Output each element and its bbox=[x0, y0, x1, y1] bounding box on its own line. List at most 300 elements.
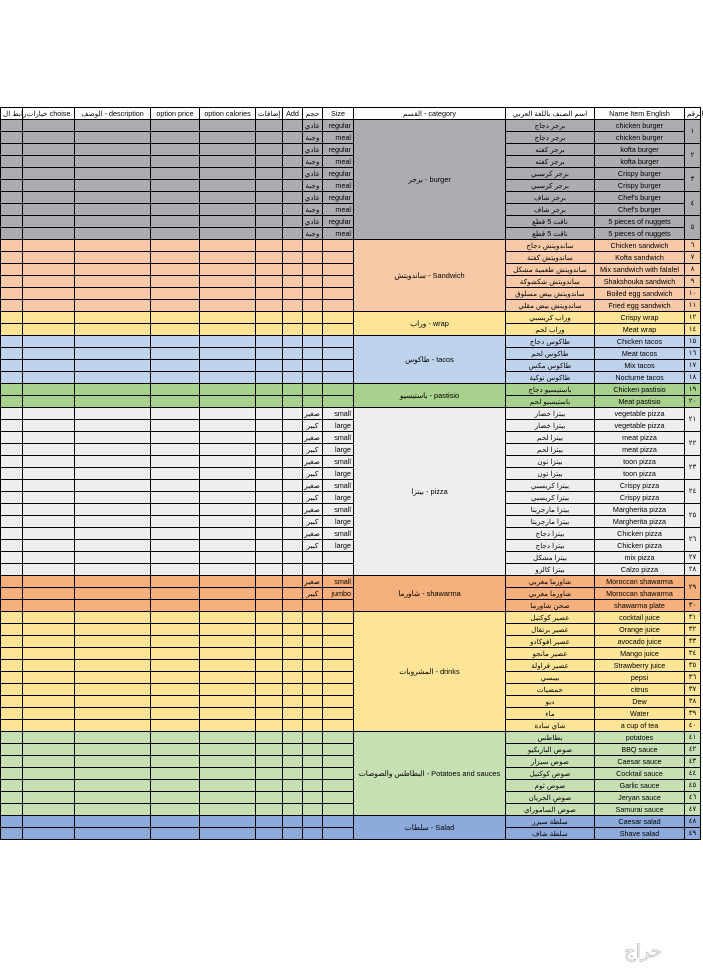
empty-cell bbox=[75, 324, 151, 336]
english-name-cell: Mango juice bbox=[595, 648, 685, 660]
size-cell bbox=[323, 744, 354, 756]
empty-cell bbox=[151, 744, 200, 756]
empty-cell bbox=[1, 504, 23, 516]
haraj-watermark-logo bbox=[594, 938, 692, 964]
size-cell bbox=[323, 384, 354, 396]
size-cell bbox=[323, 312, 354, 324]
header-option-calories: option calories bbox=[200, 108, 256, 120]
arabic-name-cell: برجر كرسبي bbox=[506, 168, 595, 180]
empty-cell bbox=[75, 252, 151, 264]
arabic-name-cell: باستيسيو لحم bbox=[506, 396, 595, 408]
table-row bbox=[1, 828, 701, 840]
table-row bbox=[1, 660, 701, 672]
table-row bbox=[1, 504, 701, 516]
item-number-cell: ٢٤ bbox=[685, 480, 701, 504]
empty-cell bbox=[200, 552, 256, 564]
empty-cell bbox=[200, 540, 256, 552]
empty-cell bbox=[151, 708, 200, 720]
arabic-name-cell: عصير افوكادو bbox=[506, 636, 595, 648]
empty-cell bbox=[200, 720, 256, 732]
empty-cell bbox=[256, 144, 283, 156]
hajm-cell bbox=[303, 660, 323, 672]
english-name-cell: 5 pieces of nuggets bbox=[595, 216, 685, 228]
empty-cell bbox=[256, 372, 283, 384]
empty-cell bbox=[1, 636, 23, 648]
hajm-cell: صغير bbox=[303, 504, 323, 516]
size-cell bbox=[323, 276, 354, 288]
item-number-cell: ٣٥ bbox=[685, 660, 701, 672]
size-cell: small bbox=[323, 432, 354, 444]
empty-cell bbox=[256, 672, 283, 684]
empty-cell bbox=[1, 492, 23, 504]
english-name-cell: Meat wrap bbox=[595, 324, 685, 336]
empty-cell bbox=[283, 684, 303, 696]
empty-cell bbox=[1, 120, 23, 132]
arabic-name-cell: صوص الباربكيو bbox=[506, 744, 595, 756]
empty-cell bbox=[1, 648, 23, 660]
category-cell: سلطات - Salad bbox=[354, 816, 506, 840]
arabic-name-cell: بيتزا كريسبي bbox=[506, 480, 595, 492]
empty-cell bbox=[256, 792, 283, 804]
empty-cell bbox=[23, 648, 75, 660]
empty-cell bbox=[151, 276, 200, 288]
empty-cell bbox=[200, 336, 256, 348]
empty-cell bbox=[151, 516, 200, 528]
size-cell: jumbo bbox=[323, 588, 354, 600]
empty-cell bbox=[151, 204, 200, 216]
hajm-cell: صغير bbox=[303, 408, 323, 420]
size-cell bbox=[323, 648, 354, 660]
size-cell bbox=[323, 816, 354, 828]
empty-cell bbox=[1, 432, 23, 444]
header-idafat: إضافات bbox=[256, 108, 283, 120]
item-number-cell: ٣٩ bbox=[685, 708, 701, 720]
empty-cell bbox=[200, 216, 256, 228]
empty-cell bbox=[75, 624, 151, 636]
header-number: الرقم bbox=[685, 108, 701, 120]
empty-cell bbox=[23, 528, 75, 540]
empty-cell bbox=[200, 192, 256, 204]
arabic-name-cell: صوص الساموراي bbox=[506, 804, 595, 816]
empty-cell bbox=[256, 216, 283, 228]
empty-cell bbox=[23, 432, 75, 444]
empty-cell bbox=[283, 264, 303, 276]
empty-cell bbox=[200, 252, 256, 264]
empty-cell bbox=[75, 540, 151, 552]
empty-cell bbox=[23, 732, 75, 744]
empty-cell bbox=[256, 732, 283, 744]
empty-cell bbox=[23, 492, 75, 504]
arabic-name-cell: برجر كرسبي bbox=[506, 180, 595, 192]
empty-cell bbox=[75, 588, 151, 600]
empty-cell bbox=[75, 168, 151, 180]
arabic-name-cell: طاكوس نوكية bbox=[506, 372, 595, 384]
hajm-cell: عادي bbox=[303, 192, 323, 204]
empty-cell bbox=[200, 828, 256, 840]
item-number-cell: ١٨ bbox=[685, 372, 701, 384]
empty-cell bbox=[23, 168, 75, 180]
table-row bbox=[1, 552, 701, 564]
category-cell: وراب - wrap bbox=[354, 312, 506, 336]
empty-cell bbox=[151, 348, 200, 360]
empty-cell bbox=[23, 132, 75, 144]
empty-cell bbox=[283, 324, 303, 336]
english-name-cell: Meat tacos bbox=[595, 348, 685, 360]
empty-cell bbox=[283, 132, 303, 144]
empty-cell bbox=[1, 528, 23, 540]
english-name-cell: cocktail juice bbox=[595, 612, 685, 624]
empty-cell bbox=[75, 828, 151, 840]
empty-cell bbox=[1, 312, 23, 324]
arabic-name-cell: بيتزا مارجريتا bbox=[506, 516, 595, 528]
table-row bbox=[1, 276, 701, 288]
empty-cell bbox=[1, 756, 23, 768]
empty-cell bbox=[1, 396, 23, 408]
hajm-cell bbox=[303, 324, 323, 336]
empty-cell bbox=[256, 396, 283, 408]
size-cell: small bbox=[323, 408, 354, 420]
empty-cell bbox=[151, 552, 200, 564]
empty-cell bbox=[75, 492, 151, 504]
table-row bbox=[1, 588, 701, 600]
hajm-cell: عادي bbox=[303, 120, 323, 132]
item-number-cell: ٢ bbox=[685, 144, 701, 168]
empty-cell bbox=[151, 456, 200, 468]
arabic-name-cell: عصير كوكتيل bbox=[506, 612, 595, 624]
empty-cell bbox=[1, 684, 23, 696]
size-cell: small bbox=[323, 456, 354, 468]
empty-cell bbox=[75, 660, 151, 672]
empty-cell bbox=[1, 300, 23, 312]
empty-cell bbox=[200, 756, 256, 768]
empty-cell bbox=[23, 420, 75, 432]
empty-cell bbox=[23, 720, 75, 732]
hajm-cell bbox=[303, 648, 323, 660]
table-row bbox=[1, 804, 701, 816]
table-row bbox=[1, 180, 701, 192]
empty-cell bbox=[23, 192, 75, 204]
empty-cell bbox=[75, 816, 151, 828]
arabic-name-cell: برجر دجاج bbox=[506, 132, 595, 144]
empty-cell bbox=[23, 708, 75, 720]
empty-cell bbox=[1, 828, 23, 840]
hajm-cell bbox=[303, 816, 323, 828]
empty-cell bbox=[283, 384, 303, 396]
empty-cell bbox=[283, 672, 303, 684]
size-cell bbox=[323, 792, 354, 804]
empty-cell bbox=[151, 468, 200, 480]
empty-cell bbox=[75, 732, 151, 744]
empty-cell bbox=[283, 372, 303, 384]
hajm-cell: كبير bbox=[303, 516, 323, 528]
empty-cell bbox=[283, 192, 303, 204]
empty-cell bbox=[1, 348, 23, 360]
empty-cell bbox=[283, 432, 303, 444]
empty-cell bbox=[200, 576, 256, 588]
empty-cell bbox=[75, 564, 151, 576]
empty-cell bbox=[1, 468, 23, 480]
empty-cell bbox=[256, 360, 283, 372]
empty-cell bbox=[256, 324, 283, 336]
empty-cell bbox=[151, 828, 200, 840]
empty-cell bbox=[75, 504, 151, 516]
table-row bbox=[1, 564, 701, 576]
empty-cell bbox=[75, 804, 151, 816]
table-row bbox=[1, 396, 701, 408]
empty-cell bbox=[200, 768, 256, 780]
empty-cell bbox=[151, 636, 200, 648]
table-row bbox=[1, 816, 701, 828]
category-cell: طاكوس - tacos bbox=[354, 336, 506, 384]
table-row bbox=[1, 264, 701, 276]
empty-cell bbox=[283, 444, 303, 456]
empty-cell bbox=[151, 432, 200, 444]
empty-cell bbox=[75, 372, 151, 384]
empty-cell bbox=[256, 492, 283, 504]
english-name-cell: Caesar sauce bbox=[595, 756, 685, 768]
arabic-name-cell: ساندويتش بيض مقلي bbox=[506, 300, 595, 312]
empty-cell bbox=[200, 588, 256, 600]
empty-cell bbox=[1, 792, 23, 804]
size-cell bbox=[323, 732, 354, 744]
empty-cell bbox=[1, 192, 23, 204]
empty-cell bbox=[283, 564, 303, 576]
table-row bbox=[1, 516, 701, 528]
english-name-cell: Crispy burger bbox=[595, 168, 685, 180]
item-number-cell: ٢٩ bbox=[685, 576, 701, 600]
item-number-cell: ٣ bbox=[685, 168, 701, 192]
empty-cell bbox=[23, 804, 75, 816]
empty-cell bbox=[256, 348, 283, 360]
empty-cell bbox=[23, 636, 75, 648]
item-number-cell: ١٩ bbox=[685, 384, 701, 396]
size-cell: meal bbox=[323, 156, 354, 168]
empty-cell bbox=[151, 768, 200, 780]
arabic-name-cell: بيتزا خضار bbox=[506, 420, 595, 432]
table-row bbox=[1, 420, 701, 432]
empty-cell bbox=[75, 348, 151, 360]
size-cell: large bbox=[323, 420, 354, 432]
empty-cell bbox=[200, 684, 256, 696]
empty-cell bbox=[1, 264, 23, 276]
empty-cell bbox=[151, 732, 200, 744]
category-cell: البطاطس والصوصات - Potatoes and sauces bbox=[354, 732, 506, 816]
hajm-cell bbox=[303, 276, 323, 288]
empty-cell bbox=[151, 804, 200, 816]
english-name-cell: 5 pieces of nuggets bbox=[595, 228, 685, 240]
arabic-name-cell: طاكوس دجاج bbox=[506, 336, 595, 348]
empty-cell bbox=[1, 240, 23, 252]
empty-cell bbox=[256, 660, 283, 672]
empty-cell bbox=[75, 792, 151, 804]
item-number-cell: ٢٥ bbox=[685, 504, 701, 528]
empty-cell bbox=[151, 720, 200, 732]
header-add: Add bbox=[283, 108, 303, 120]
empty-cell bbox=[256, 756, 283, 768]
empty-cell bbox=[283, 240, 303, 252]
empty-cell bbox=[256, 432, 283, 444]
empty-cell bbox=[151, 240, 200, 252]
empty-cell bbox=[75, 132, 151, 144]
item-number-cell: ٣٨ bbox=[685, 696, 701, 708]
empty-cell bbox=[200, 696, 256, 708]
empty-cell bbox=[75, 420, 151, 432]
empty-cell bbox=[23, 216, 75, 228]
english-name-cell: chicken burger bbox=[595, 120, 685, 132]
arabic-name-cell: صوص سيزار bbox=[506, 756, 595, 768]
empty-cell bbox=[200, 348, 256, 360]
empty-cell bbox=[283, 828, 303, 840]
hajm-cell bbox=[303, 720, 323, 732]
empty-cell bbox=[23, 372, 75, 384]
empty-cell bbox=[200, 276, 256, 288]
empty-cell bbox=[1, 744, 23, 756]
item-number-cell: ٨ bbox=[685, 264, 701, 276]
empty-cell bbox=[23, 120, 75, 132]
table-row bbox=[1, 624, 701, 636]
empty-cell bbox=[75, 696, 151, 708]
empty-cell bbox=[23, 408, 75, 420]
table-row bbox=[1, 456, 701, 468]
empty-cell bbox=[75, 336, 151, 348]
item-number-cell: ١٠ bbox=[685, 288, 701, 300]
empty-cell bbox=[23, 240, 75, 252]
table-row bbox=[1, 312, 701, 324]
empty-cell bbox=[1, 444, 23, 456]
hajm-cell: صغير bbox=[303, 432, 323, 444]
item-number-cell: ١٥ bbox=[685, 336, 701, 348]
empty-cell bbox=[283, 360, 303, 372]
empty-cell bbox=[1, 216, 23, 228]
table-row bbox=[1, 240, 701, 252]
size-cell: large bbox=[323, 516, 354, 528]
empty-cell bbox=[200, 792, 256, 804]
empty-cell bbox=[256, 240, 283, 252]
item-number-cell: ٣٠ bbox=[685, 600, 701, 612]
item-number-cell: ١١ bbox=[685, 300, 701, 312]
empty-cell bbox=[75, 720, 151, 732]
table-row bbox=[1, 468, 701, 480]
english-name-cell: Fried egg sandwich bbox=[595, 300, 685, 312]
empty-cell bbox=[283, 480, 303, 492]
table-row bbox=[1, 612, 701, 624]
table-row bbox=[1, 756, 701, 768]
hajm-cell bbox=[303, 684, 323, 696]
hajm-cell: كبير bbox=[303, 420, 323, 432]
table-row bbox=[1, 528, 701, 540]
empty-cell bbox=[75, 288, 151, 300]
empty-cell bbox=[23, 768, 75, 780]
hajm-cell bbox=[303, 672, 323, 684]
arabic-name-cell: عصير برتقال bbox=[506, 624, 595, 636]
empty-cell bbox=[75, 240, 151, 252]
empty-cell bbox=[75, 684, 151, 696]
english-name-cell: Margherita pizza bbox=[595, 516, 685, 528]
empty-cell bbox=[75, 180, 151, 192]
empty-cell bbox=[75, 432, 151, 444]
arabic-name-cell: ساندويتش شكشوكة bbox=[506, 276, 595, 288]
arabic-name-cell: ديو bbox=[506, 696, 595, 708]
size-cell: regular bbox=[323, 120, 354, 132]
english-name-cell: Calzo pizza bbox=[595, 564, 685, 576]
empty-cell bbox=[75, 756, 151, 768]
english-name-cell: Chicken tacos bbox=[595, 336, 685, 348]
empty-cell bbox=[256, 504, 283, 516]
arabic-name-cell: ساندويتش كفتة bbox=[506, 252, 595, 264]
empty-cell bbox=[283, 252, 303, 264]
hajm-cell: وجبة bbox=[303, 132, 323, 144]
empty-cell bbox=[256, 816, 283, 828]
size-cell bbox=[323, 780, 354, 792]
empty-cell bbox=[200, 600, 256, 612]
empty-cell bbox=[200, 528, 256, 540]
empty-cell bbox=[256, 648, 283, 660]
empty-cell bbox=[283, 540, 303, 552]
empty-cell bbox=[23, 792, 75, 804]
empty-cell bbox=[151, 396, 200, 408]
table-row bbox=[1, 684, 701, 696]
size-cell: large bbox=[323, 492, 354, 504]
table-row bbox=[1, 480, 701, 492]
empty-cell bbox=[151, 180, 200, 192]
empty-cell bbox=[151, 144, 200, 156]
empty-cell bbox=[200, 180, 256, 192]
empty-cell bbox=[256, 252, 283, 264]
empty-cell bbox=[151, 792, 200, 804]
empty-cell bbox=[23, 696, 75, 708]
table-row bbox=[1, 120, 701, 132]
empty-cell bbox=[256, 552, 283, 564]
english-name-cell: Chicken sandwich bbox=[595, 240, 685, 252]
hajm-cell: كبير bbox=[303, 588, 323, 600]
empty-cell bbox=[75, 276, 151, 288]
empty-cell bbox=[1, 228, 23, 240]
empty-cell bbox=[1, 288, 23, 300]
empty-cell bbox=[200, 408, 256, 420]
empty-cell bbox=[23, 588, 75, 600]
empty-cell bbox=[151, 444, 200, 456]
empty-cell bbox=[256, 588, 283, 600]
empty-cell bbox=[23, 444, 75, 456]
empty-cell bbox=[23, 612, 75, 624]
empty-cell bbox=[283, 300, 303, 312]
arabic-name-cell: وراب لحم bbox=[506, 324, 595, 336]
empty-cell bbox=[1, 564, 23, 576]
empty-cell bbox=[256, 228, 283, 240]
size-cell bbox=[323, 324, 354, 336]
table-row bbox=[1, 204, 701, 216]
table-row bbox=[1, 780, 701, 792]
arabic-name-cell: برجر شاف bbox=[506, 192, 595, 204]
size-cell: large bbox=[323, 444, 354, 456]
empty-cell bbox=[200, 624, 256, 636]
empty-cell bbox=[283, 612, 303, 624]
size-cell bbox=[323, 756, 354, 768]
size-cell: small bbox=[323, 528, 354, 540]
empty-cell bbox=[283, 348, 303, 360]
table-row bbox=[1, 144, 701, 156]
empty-cell bbox=[1, 420, 23, 432]
empty-cell bbox=[151, 672, 200, 684]
empty-cell bbox=[283, 336, 303, 348]
english-name-cell: Boiled egg sandwich bbox=[595, 288, 685, 300]
empty-cell bbox=[151, 336, 200, 348]
empty-cell bbox=[23, 516, 75, 528]
empty-cell bbox=[283, 528, 303, 540]
table-row bbox=[1, 228, 701, 240]
empty-cell bbox=[283, 624, 303, 636]
empty-cell bbox=[1, 552, 23, 564]
